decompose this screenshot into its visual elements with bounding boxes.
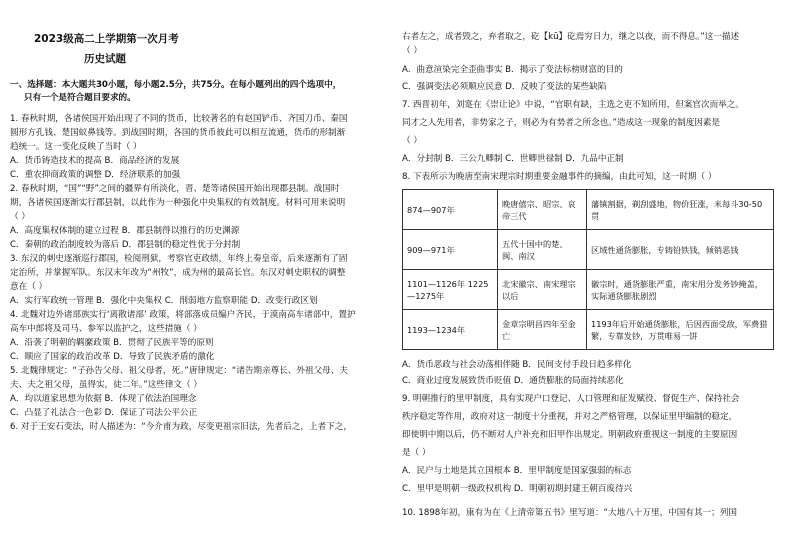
- option-line: C．里甲是明朝一级政权机构 D．明朝初期封建王朝百废待兴: [402, 484, 633, 494]
- table-cell-event: 徽宗时，通货膨胀严重，南宋用分发务钞掩盖，实际通货膨胀剧烈: [587, 270, 774, 310]
- table-cell-period: 1101—1126年 1225—1275年: [403, 270, 498, 310]
- table-row: [403, 310, 774, 350]
- table-cell-event: 1193年后开始通货膨胀，后因西面受敌，军费猎繁，专靠发钞，万贯唯易一饼: [587, 310, 774, 350]
- exam-subject: 历史试题: [84, 53, 126, 65]
- option-line: A．分封制 B．三公九卿制 C．世卿世禄制 D．九品中正制: [402, 154, 624, 164]
- option-line: A．曲意渲染完全歪曲事实 B．揭示了变法标榜财富的目的: [402, 65, 623, 75]
- table-cell-dynasty: 金章宗明昌四年至金亡: [498, 310, 587, 350]
- question-line: 7. 西晋初年，刘寔在《崇让论》中说，“官职有缺，主选之吏不知所用，但案官次而举之。: [402, 100, 744, 110]
- option-line: A．高度集权体制的建立过程 B．郡县制得以推行的历史渊源: [10, 226, 240, 236]
- question-line: 同才之人先用者，非势家之子，则必为有势者之所念也。”造成这一现象的制度因素是: [402, 118, 721, 128]
- option-line: A．民户与土地是其立国根本 B．里甲制度是国家强弱的标志: [402, 466, 632, 476]
- question-line: 定治所，并掌握军队。东汉末年改为“州牧”，成为州的最高长官。东汉对刺史职权的调整: [10, 268, 346, 278]
- table-cell-event: 区域性通货膨胀，专铸铅铁钱，倾销恶钱: [587, 230, 774, 270]
- question-line: 秩序稳定等作用，政府对这一制度十分重视，并对之严格管理，以保证里甲编制的稳定，: [402, 412, 738, 422]
- question-line: （ ）: [402, 136, 422, 146]
- right-column: [402, 0, 788, 560]
- question-line: 2. 春秋时期，“国”“野”之间的疆界有所淡化，晋、楚等诸侯国开始出现郡县制。战国时: [10, 184, 340, 194]
- option-line: A．实行军政统一管理 B．强化中央集权 C．削弱地方监察职能 D．改变行政区划: [10, 296, 318, 306]
- question-line: 6. 对于王安石变法，时人描述为：“今介甫为政，尽变更祖宗旧法，先者后之，上者下之，: [10, 422, 352, 432]
- question-line: 期，各诸侯国逐渐实行郡县制，以此作为一种强化中央集权的有效制度。材料可用来说明: [10, 198, 346, 208]
- left-column: [10, 0, 392, 560]
- question-line: 意在（ ）: [10, 282, 48, 292]
- question-line: （ ）: [10, 212, 30, 222]
- question-line: （ ）: [402, 46, 422, 56]
- option-line: A．货币恶政与社会动荡相伴随 B．民间支付手段日趋多样化: [402, 360, 632, 370]
- option-line: C．商业过度发展致货币贬值 D．通货膨胀的局面持续恶化: [402, 376, 624, 386]
- table-cell-event: 藩镇割据，剃刮盛地，物价狂涨，米每斗30-50贯: [587, 190, 774, 230]
- option-line: A．货币铸造技术的提高 B．商品经济的发展: [10, 156, 180, 166]
- table-cell-period: 1193—1234年: [403, 310, 498, 350]
- question-line: 趋统一。这一变化反映了当时（ ）: [10, 142, 142, 152]
- option-line: C．凸显了礼法合一色彩 D．保证了司法公平公正: [10, 408, 198, 418]
- table-row: [403, 230, 774, 270]
- exam-title: 2023级高二上学期第一次月考: [34, 33, 179, 45]
- table-cell-period: 909—971年: [403, 230, 498, 270]
- section-heading-line-1: 一、选择题：本大题共30小题，每小题2.5分，共75分。在每小题列出的四个选项中，: [10, 80, 342, 90]
- option-line: C．秦朝的政治制度较为落后 D．郡县制的稳定性优于分封制: [10, 240, 241, 250]
- question-line: 1. 春秋时期，各诸侯国开始出现了不同的货币，比较著名的有赵国铲币、齐国刀币、秦国: [10, 114, 348, 124]
- question-line: 10. 1898年初，康有为在《上清帝第五书》里写道：“大地八十万里，中国有其一；列国: [402, 508, 737, 518]
- option-line: C．顺应了国家的政治改革 D．导致了民族矛盾的激化: [10, 352, 215, 362]
- question-line: 9. 明朝推行的里甲制度，具有实现户口登记、人口管理和征发赋役、督促生产、保持社会: [402, 394, 740, 404]
- question-line: 夫、夫之祖父母，虽得实，徒二年。”这些律文（ ）: [10, 380, 202, 390]
- question-line: 高车中郎将及司马、参军以监护之，这些措施（ ）: [10, 324, 202, 334]
- section-heading-line-2: 只有一个是符合题目要求的。: [24, 93, 136, 103]
- question-line: 即使明中期以后，仍不断对人户补充和旧甲作出规定。明朝政府重视这一制度的主要原因: [402, 430, 738, 440]
- question-line: 4. 北魏对边外诸部族实行‘离散诸部’ 政策，将部落成员编户齐民，于漠南高车诸部中，置护: [10, 310, 356, 320]
- option-line: C．重农抑商政策的调整 D．经济联系的加强: [10, 170, 181, 180]
- table-cell-period: 874—907年: [403, 190, 498, 230]
- table-cell-dynasty: 北宋徽宗、南宋理宗以后: [498, 270, 587, 310]
- table-cell-dynasty: 晚唐僖宗、昭宗、哀帝三代: [498, 190, 587, 230]
- question-line: 右者左之，成者毁之，弃者取之，矻【kū】矻焉穷日力，继之以夜，而不得息。”这一描述: [402, 32, 740, 42]
- history-table: [402, 189, 774, 350]
- option-line: A．均以道家思想为依据 B．体现了依法治国理念: [10, 394, 197, 404]
- question-line: 8. 下表所示为晚唐至南宋理宗时期重要金融事件的摘编，由此可知，这一时期（ ）: [402, 172, 717, 182]
- question-line: 是（ ）: [402, 448, 431, 458]
- question-line: 3. 东汉的刺史逐渐巡行郡国，检阅刑狱，考察官吏政绩，年终上奏皇帝，后来逐渐有了固: [10, 254, 348, 264]
- table-row: [403, 190, 774, 230]
- question-line: 圆形方孔钱、楚国蚁鼻钱等。到战国时期，各国的货币彼此可以相互流通，货币的形制渐: [10, 128, 346, 138]
- table-cell-dynasty: 五代十国中的楚、闽、南汉: [498, 230, 587, 270]
- option-line: A．沿袭了明朝的羁縻政策 B．贯彻了民族平等的原则: [10, 338, 214, 348]
- option-line: C．强调变法必须顺应民意 D．反映了变法的某些缺陷: [402, 82, 607, 92]
- question-line: 5. 北魏律规定：“子孙告父母、祖父母者，死。”唐律规定：“诸告期亲尊长、外祖父母、夫: [10, 366, 348, 376]
- table-row: [403, 270, 774, 310]
